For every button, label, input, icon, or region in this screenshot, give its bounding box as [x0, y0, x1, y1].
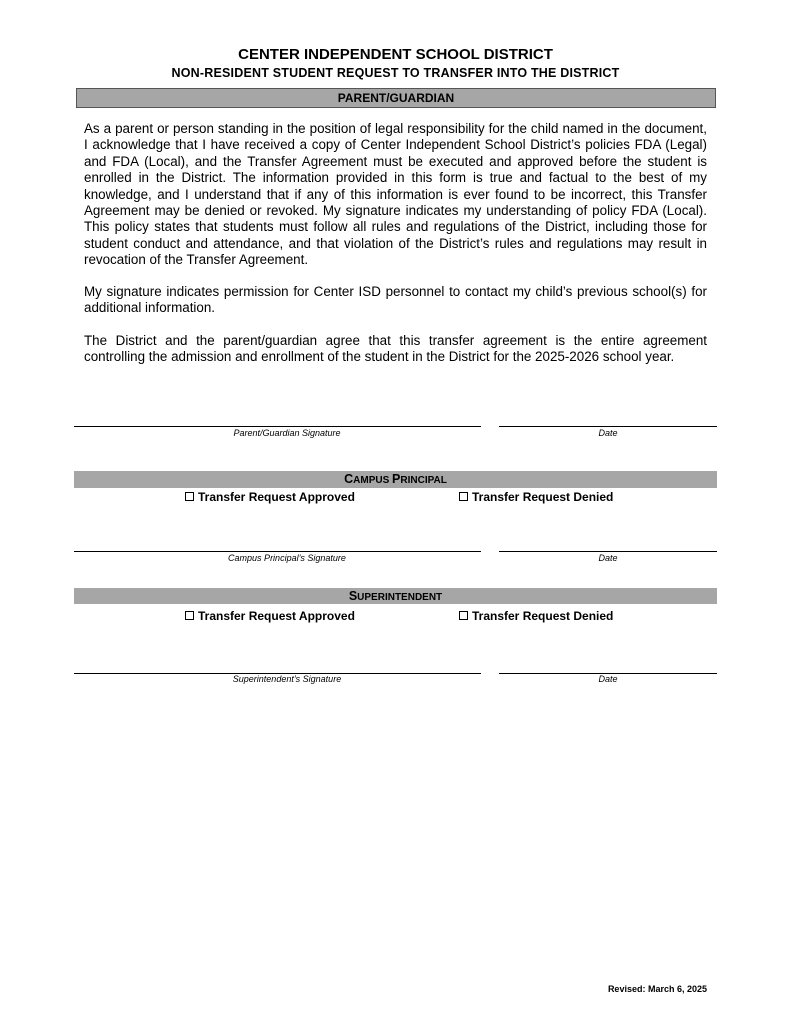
heading-letter: P — [392, 472, 401, 486]
permission-paragraph: My signature indicates permission for Center ISD personnel to contact my child’s previous school(s) for additional information. — [84, 284, 707, 316]
approved-label: Transfer Request Approved — [198, 609, 355, 623]
acknowledgement-paragraph: As a parent or person standing in the position of legal responsibility for the child named in the document, I acknowledge that I have received a copy of Center Independent School District’s policies FDA (Legal) and FDA (Local), and the Transfer Agreement must be executed and approved before the student is enrolled in the District. The information provided in this form is true and factual to the best of my knowledge, and I understand that if any of this information is ever found to be incorrect, this Transfer Agreement may be denied or revoked. My signature indicates my understanding of policy FDA (Local). This policy states that students must follow all rules and regulations of the District, including those for student conduct and attendance, and that violation of the District’s rules and regulations may result in revocation of the Transfer Agreement. — [84, 121, 707, 268]
heading-text: RINCIPAL — [400, 475, 447, 486]
principal-date-caption: Date — [598, 553, 618, 563]
approved-checkbox[interactable] — [185, 492, 194, 501]
parent-guardian-heading: PARENT/GUARDIAN — [76, 88, 716, 108]
denied-label: Transfer Request Denied — [472, 609, 614, 623]
agreement-paragraph: The District and the parent/guardian agree that this transfer agreement is the entire agreement controlling the admission and enrollment of the student in the District for the 2025-2026 school year. — [84, 333, 707, 365]
parent-date-line[interactable] — [499, 426, 717, 427]
campus-approved-option[interactable] — [185, 490, 355, 504]
parent-date-caption: Date — [598, 428, 618, 438]
principal-signature-caption: Campus Principal’s Signature — [228, 553, 346, 563]
revision-date: Revised: March 6, 2025 — [607, 984, 707, 994]
campus-principal-heading — [74, 471, 717, 488]
superintendent-date-caption: Date — [598, 674, 618, 684]
parent-signature-line[interactable] — [74, 426, 481, 427]
approved-label: Transfer Request Approved — [198, 490, 355, 504]
denied-checkbox[interactable] — [459, 492, 468, 501]
superintendent-heading — [74, 588, 717, 604]
heading-letter: S — [348, 589, 358, 603]
document-subtitle: NON-RESIDENT STUDENT REQUEST TO TRANSFER INTO THE DISTRICT — [171, 66, 620, 80]
denied-label: Transfer Request Denied — [472, 490, 614, 504]
heading-text: UPERINTENDENT — [357, 592, 443, 603]
superintendent-denied-option[interactable] — [459, 609, 613, 623]
superintendent-approved-option[interactable] — [185, 609, 355, 623]
principal-date-line[interactable] — [499, 551, 717, 552]
document-title: CENTER INDEPENDENT SCHOOL DISTRICT — [238, 46, 553, 63]
denied-checkbox[interactable] — [459, 611, 468, 620]
superintendent-signature-caption: Superintendent’s Signature — [232, 674, 342, 684]
heading-letter: C — [344, 472, 354, 486]
parent-signature-caption: Parent/Guardian Signature — [233, 428, 341, 438]
campus-denied-option[interactable] — [459, 490, 613, 504]
approved-checkbox[interactable] — [185, 611, 194, 620]
principal-signature-line[interactable] — [74, 551, 481, 552]
heading-text: AMPUS — [353, 475, 393, 486]
